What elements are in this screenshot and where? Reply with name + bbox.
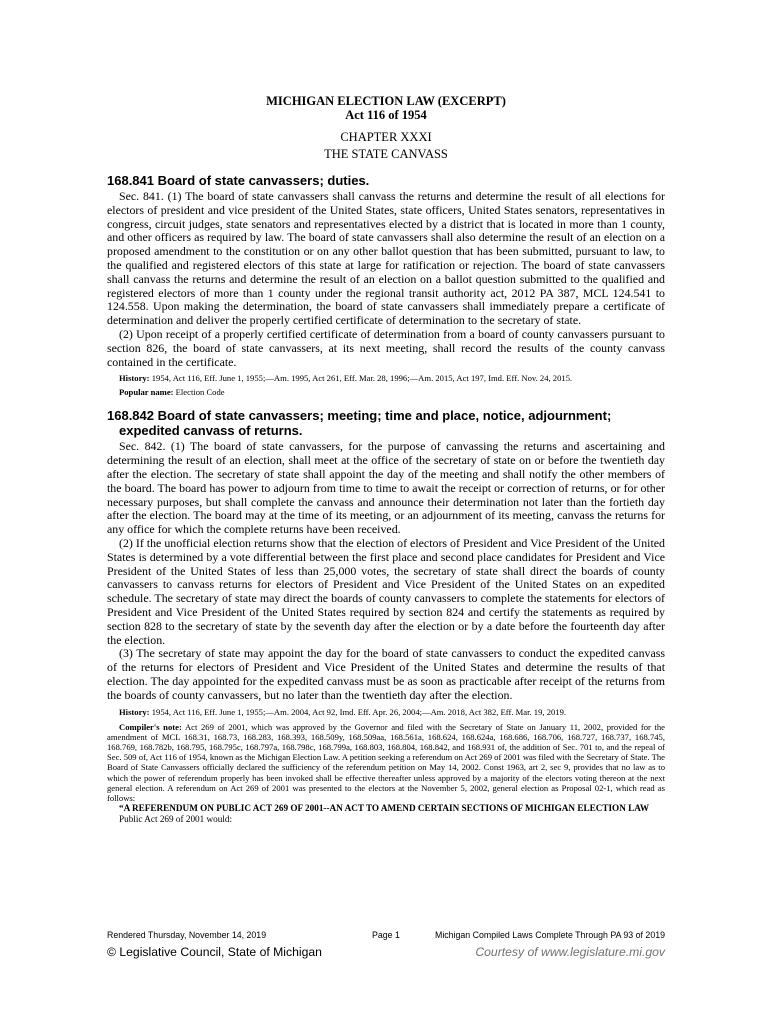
popular-name: [107, 387, 665, 398]
section-paragraph: (2) Upon receipt of a properly certified certificate of determination from a board of county canvassers pursuant to section 826, the board of state canvassers, at its next meeting, shall record the results of the county canvass contained in the certificate.: [107, 326, 665, 369]
section-heading: 168.842 Board of state canvassers; meeting; time and place, notice, adjournment; expedited canvass of returns.: [107, 408, 612, 439]
section-heading: 168.841 Board of state canvassers; duties.: [107, 173, 370, 188]
document-page: [107, 94, 665, 824]
history-text: 1954, Act 116, Eff. June 1, 1955;—Am. 2004, Act 92, Imd. Eff. Apr. 26, 2004;—Am. 2018, Act 382, Eff. Mar. 19, 2019.: [151, 706, 567, 717]
history-note: [107, 707, 665, 718]
history-text: 1954, Act 116, Eff. June 1, 1955;—Am. 1995, Act 261, Eff. Mar. 28, 1996;—Am. 2015, Act 197, Imd. Eff. Nov. 24, 2015.: [151, 373, 573, 384]
compilers-note: [107, 722, 665, 804]
history-note: [107, 373, 665, 384]
document-title: MICHIGAN ELECTION LAW (EXCERPT): [266, 94, 506, 108]
act-number: Act 116 of 1954: [345, 108, 427, 122]
chapter-title: THE STATE CANVASS: [324, 147, 448, 161]
section-paragraph: Sec. 842. (1) The board of state canvassers, for the purpose of canvassing the returns and ascertaining and determining the result of an election, shall meet at the office of the secretary of state on or before the twentieth day after the election. The secretary of state shall appoint the day of the meeting and shall notify the other members of the board. The board has power to adjourn from time to time to await the receipt or correction of returns, or for other necessary purposes, but shall complete the canvass and announce their determination not later than the fortieth day after the election. The board may at the time of its meeting, or an adjournment of its meeting, canvass the returns for any office for which the complete returns have been received.: [107, 439, 665, 537]
referendum-quote: “A REFERENDUM ON PUBLIC ACT 269 OF 2001--AN ACT TO AMEND CERTAIN SECTIONS OF MICHIGAN ELECTION LAW: [119, 803, 650, 814]
section-paragraph: (2) If the unofficial election returns show that the election of electors of President and Vice President of the United States is determined by a vote differential between the first place and second place candidates for President and Vice President of the United States of less than 25,000 votes, the secretary of state shall direct the boards of county canvassers to canvass returns for electors of President and Vice President of the United States on an expedited schedule. The secretary of state may direct the boards of county canvassers to complete the statements for electors of President and Vice President of the United States required by section 824 and certify the statements as required by section 828 to the secretary of state by the seventh day after the election or by a date before the fourteenth day after the election.: [107, 535, 665, 647]
section-paragraph: Sec. 841. (1) The board of state canvassers shall canvass the returns and determine the result of all elections for electors of president and vice president of the United States, state officers, United States senators, representatives in congress, circuit judges, state senators and representatives elected by a district that is located in more than 1 county, and other officers as required by law. The board of state canvassers shall also determine the result of an election on a proposed amendment to the constitution or on any other ballot question that has been submitted, pursuant to law, to the qualified and registered electors of this state at large for ratification or rejection. The board of state canvassers shall canvass the returns and determine the result of an election on a ballot question submitted to the qualified and registered electors of more than 1 county under the regional transit authority act, 2012 PA 387, MCL 124.541 to 124.558. Upon making the determination, the board of state canvassers shall immediately prepare a certificate of determination and deliver the properly certified certificate of determination to the secretary of state.: [107, 189, 665, 328]
popular-name-label: Popular name:: [119, 387, 174, 398]
popular-name-text: Election Code: [175, 387, 225, 398]
compilers-note-text: Act 269 of 2001, which was approved by the Governor and filed with the Secretary of State on January 11, 2002, provided for the amendment of MCL 168.31, 168.73, 168.283, 168.393, 168.509y, 168.509aa, 168.561a, 168.624, 168.624a, 168.686, 168.706, 168.727, 168.737, 168.745, 168.769, 168.782b, 168.795, 168.795c, 168.797a, 168.798c, 168.799a, 168.803, 168.804, 168.842, and 168.931 of, the addition of Sec. 701 to, and the repeal of Sec. 509 of, Act 116 of 1954, known as the Michigan Election Law. A petition seeking a referendum on Act 269 of 2001 was filed with the Secretary of State. The Board of State Canvassers officially declared the sufficiency of the referendum petition on May 14, 2002. Const 1963, art 2, sec 9, provides that no law as to which the power of referendum properly has been invoked shall be effective thereafter unless approved by a majority of the electors voting thereon at the next general election. A referendum on Act 269 of 2001 was presented to the electors at the November 5, 2002, general election as Proposal 02-1, which read as follows:: [107, 721, 665, 803]
referendum-quote-continued: Public Act 269 of 2001 would:: [119, 813, 233, 824]
history-label: History:: [119, 706, 150, 717]
compiled-through: Michigan Compiled Laws Complete Through PA 93 of 2019: [435, 930, 665, 940]
compilers-note-label: Compiler's note:: [119, 721, 182, 732]
page-number: Page 1: [372, 930, 400, 940]
copyright-notice: © Legislative Council, State of Michigan: [107, 945, 322, 959]
history-label: History:: [119, 373, 150, 384]
courtesy-link: Courtesy of www.legislature.mi.gov: [475, 945, 665, 959]
rendered-date: Rendered Thursday, November 14, 2019: [107, 930, 267, 940]
chapter-number: CHAPTER XXXI: [340, 130, 432, 144]
section-paragraph: (3) The secretary of state may appoint the day for the board of state canvassers to conduct the expedited canvass of the returns for electors of President and Vice President of the United States and determine the results of that election. The day appointed for the expedited canvass must be as soon as practicable after receipt of the returns from the boards of county canvassers, but no later than the twentieth day after the election.: [107, 646, 665, 702]
